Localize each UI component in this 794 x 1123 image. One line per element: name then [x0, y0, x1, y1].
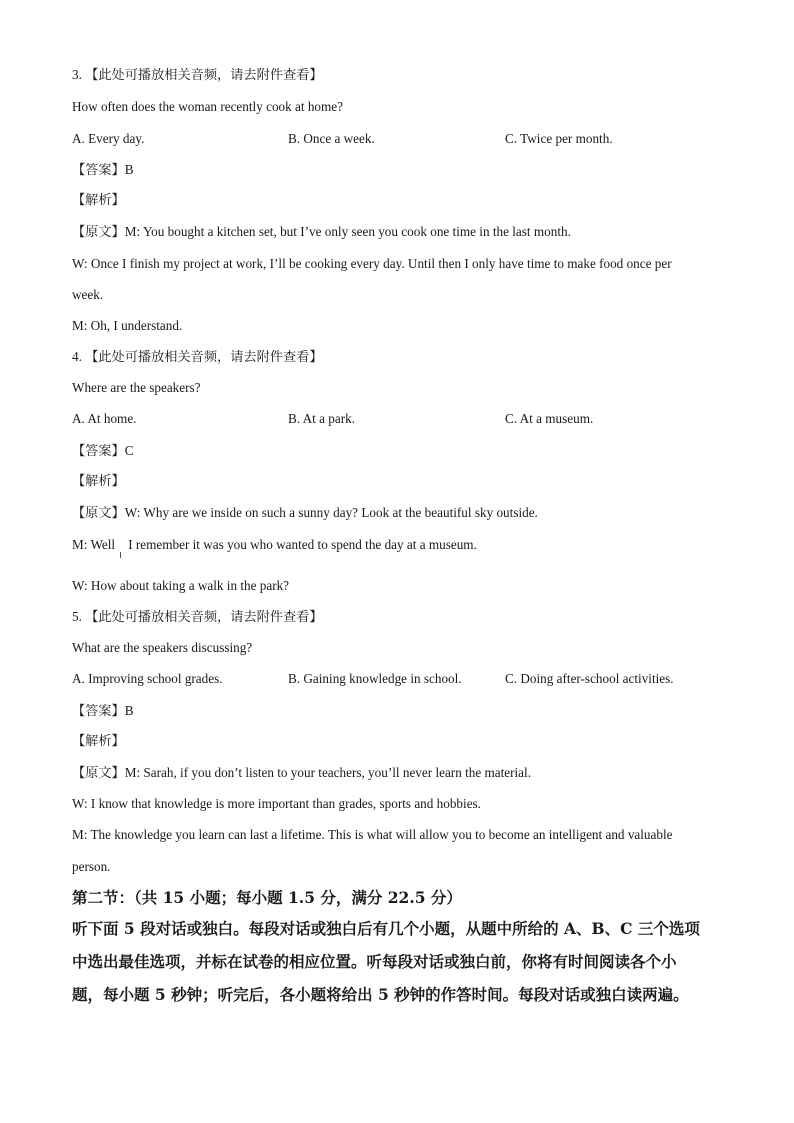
audio-note: 【此处可播放相关音频，请去附件查看】 — [85, 68, 323, 83]
question-4-text: Where are the speakers? — [72, 380, 201, 395]
answer-value: C — [124, 443, 134, 458]
option-c: C. At a museum. — [505, 411, 594, 426]
transcript-label: 【原文】 — [72, 766, 125, 781]
option-c: C. Twice per month. — [505, 131, 613, 146]
transcript-text: M: You bought a kitchen set, but I’ve only seen you cook one time in the last month. — [124, 224, 571, 239]
question-5-answer — [72, 702, 734, 721]
transcript-line: W: I know that knowledge is more important than grades, sports and hobbies. — [72, 796, 481, 811]
question-4-transcript-line — [72, 504, 734, 523]
question-4-answer — [72, 442, 734, 461]
transcript-label: 【原文】 — [72, 225, 125, 240]
question-number: 4. — [72, 349, 82, 364]
option-b: B. At a park. — [288, 411, 356, 426]
question-5-transcript-line — [72, 764, 734, 783]
text-mark — [120, 552, 121, 558]
audio-note: 【此处可播放相关音频，请去附件查看】 — [85, 610, 323, 625]
option-c: C. Doing after-school activities. — [505, 671, 674, 686]
question-5-header — [72, 608, 734, 627]
section-instructions-line: 听下面 5 段对话或独白。每段对话或独白后有几个小题，从题中所给的 A、B、C 三个选项 — [72, 919, 700, 938]
answer-value: B — [124, 162, 134, 177]
question-5-text: What are the speakers discussing? — [72, 640, 253, 655]
question-3-text: How often does the woman recently cook at home? — [72, 99, 343, 114]
question-3-analysis-label: 【解析】 — [72, 193, 125, 208]
transcript-text: W: Why are we inside on such a sunny day? Look at the beautiful sky outside. — [124, 505, 538, 520]
transcript-line: person. — [72, 859, 111, 874]
transcript-line: M: Well I remember it was you who wanted to spend the day at a museum. — [72, 537, 477, 552]
transcript-line: M: Oh, I understand. — [72, 318, 183, 333]
transcript-label: 【原文】 — [72, 506, 125, 521]
transcript-line: W: How about taking a walk in the park? — [72, 578, 290, 593]
question-number: 3. — [72, 67, 82, 82]
question-number: 5. — [72, 609, 82, 624]
question-4-analysis-label: 【解析】 — [72, 474, 125, 489]
answer-label: 【答案】 — [72, 704, 125, 719]
transcript-line: week. — [72, 287, 104, 302]
answer-value: B — [124, 703, 134, 718]
audio-note: 【此处可播放相关音频，请去附件查看】 — [85, 350, 323, 365]
option-a: A. At home. — [72, 411, 137, 426]
option-a: A. Improving school grades. — [72, 671, 223, 686]
question-3-answer — [72, 161, 734, 180]
question-5-analysis-label: 【解析】 — [72, 734, 125, 749]
transcript-line: W: Once I finish my project at work, I’ll be cooking every day. Until then I only have time to make food once per — [72, 256, 672, 271]
option-b: B. Once a week. — [288, 131, 375, 146]
transcript-text: M: Sarah, if you don’t listen to your teachers, you’ll never learn the material. — [124, 765, 531, 780]
question-3-header — [72, 66, 734, 85]
question-3-transcript-line — [72, 223, 734, 242]
transcript-line: M: The knowledge you learn can last a lifetime. This is what will allow you to become an intelligent and valuable — [72, 827, 673, 842]
section-instructions-line: 中选出最佳选项，并标在试卷的相应位置。听每段对话或独白前，你将有时间阅读各个小 — [72, 952, 677, 971]
option-a: A. Every day. — [72, 131, 145, 146]
section-instructions-line: 题，每小题 5 秒钟；听完后，各小题将给出 5 秒钟的作答时间。每段对话或独白读两遍。 — [72, 985, 689, 1004]
answer-label: 【答案】 — [72, 163, 125, 178]
section-heading: 第二节：（共 15 小题；每小题 1.5 分，满分 22.5 分） — [72, 888, 462, 907]
question-4-header — [72, 348, 734, 367]
option-b: B. Gaining knowledge in school. — [288, 671, 462, 686]
answer-label: 【答案】 — [72, 444, 125, 459]
